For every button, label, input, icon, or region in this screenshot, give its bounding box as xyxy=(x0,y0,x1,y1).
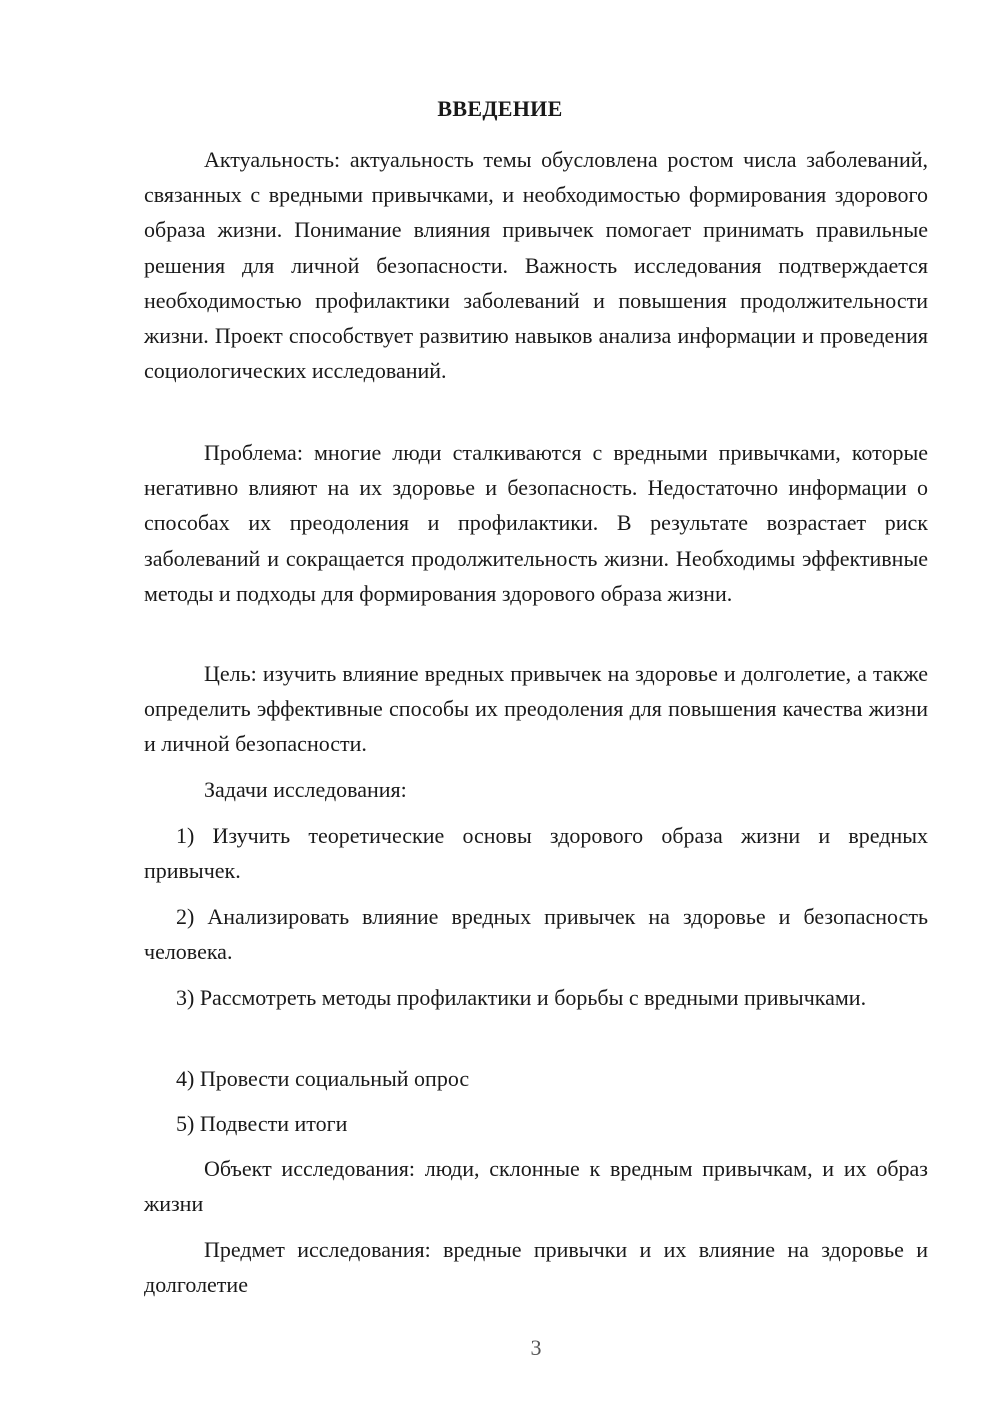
page-number: 3 xyxy=(530,1335,542,1360)
goal-paragraph: Цель: изучить влияние вредных привычек на здоровье и долголетие, а также определить эффективные способы их преодоления для повышения качества жизни и личной безопасности. xyxy=(144,661,928,757)
tasks-heading: Задачи исследования: xyxy=(204,777,407,802)
task-item-3: 3) Рассмотреть методы профилактики и борьбы с вредными привычками. xyxy=(176,985,867,1010)
task-item-2: 2) Анализировать влияние вредных привычек на здоровье и безопасность человека. xyxy=(144,904,928,965)
task-item-4: 4) Провести социальный опрос xyxy=(176,1066,470,1091)
page-title: ВВЕДЕНИЕ xyxy=(437,96,563,121)
relevance-paragraph: Актуальность: актуальность темы обусловлена ростом числа заболеваний, связанных с вредными привычками, и необходимостью формирования здорового образа жизни. Понимание влияния привычек помогает принимать правильные решения для личной безопасности. Важность исследования подтверждается необходимостью профилактики заболеваний и повышения продолжительности жизни. Проект способствует развитию навыков анализа информации и проведения социологических исследований. xyxy=(144,147,928,384)
subject-paragraph: Предмет исследования: вредные привычки и их влияние на здоровье и долголетие xyxy=(144,1237,928,1298)
object-paragraph: Объект исследования: люди, склонные к вредным привычкам, и их образ жизни xyxy=(144,1156,928,1217)
task-item-5: 5) Подвести итоги xyxy=(176,1111,348,1136)
problem-paragraph: Проблема: многие люди сталкиваются с вредными привычками, которые негативно влияют на их здоровье и безопасность. Недостаточно информации о способах их преодоления и профилактики. В результате возрастает риск заболеваний и сокращается продолжительность жизни. Необходимы эффективные методы и подходы для формирования здорового образа жизни. xyxy=(144,440,928,606)
task-item-1: 1) Изучить теоретические основы здорового образа жизни и вредных привычек. xyxy=(144,823,928,884)
